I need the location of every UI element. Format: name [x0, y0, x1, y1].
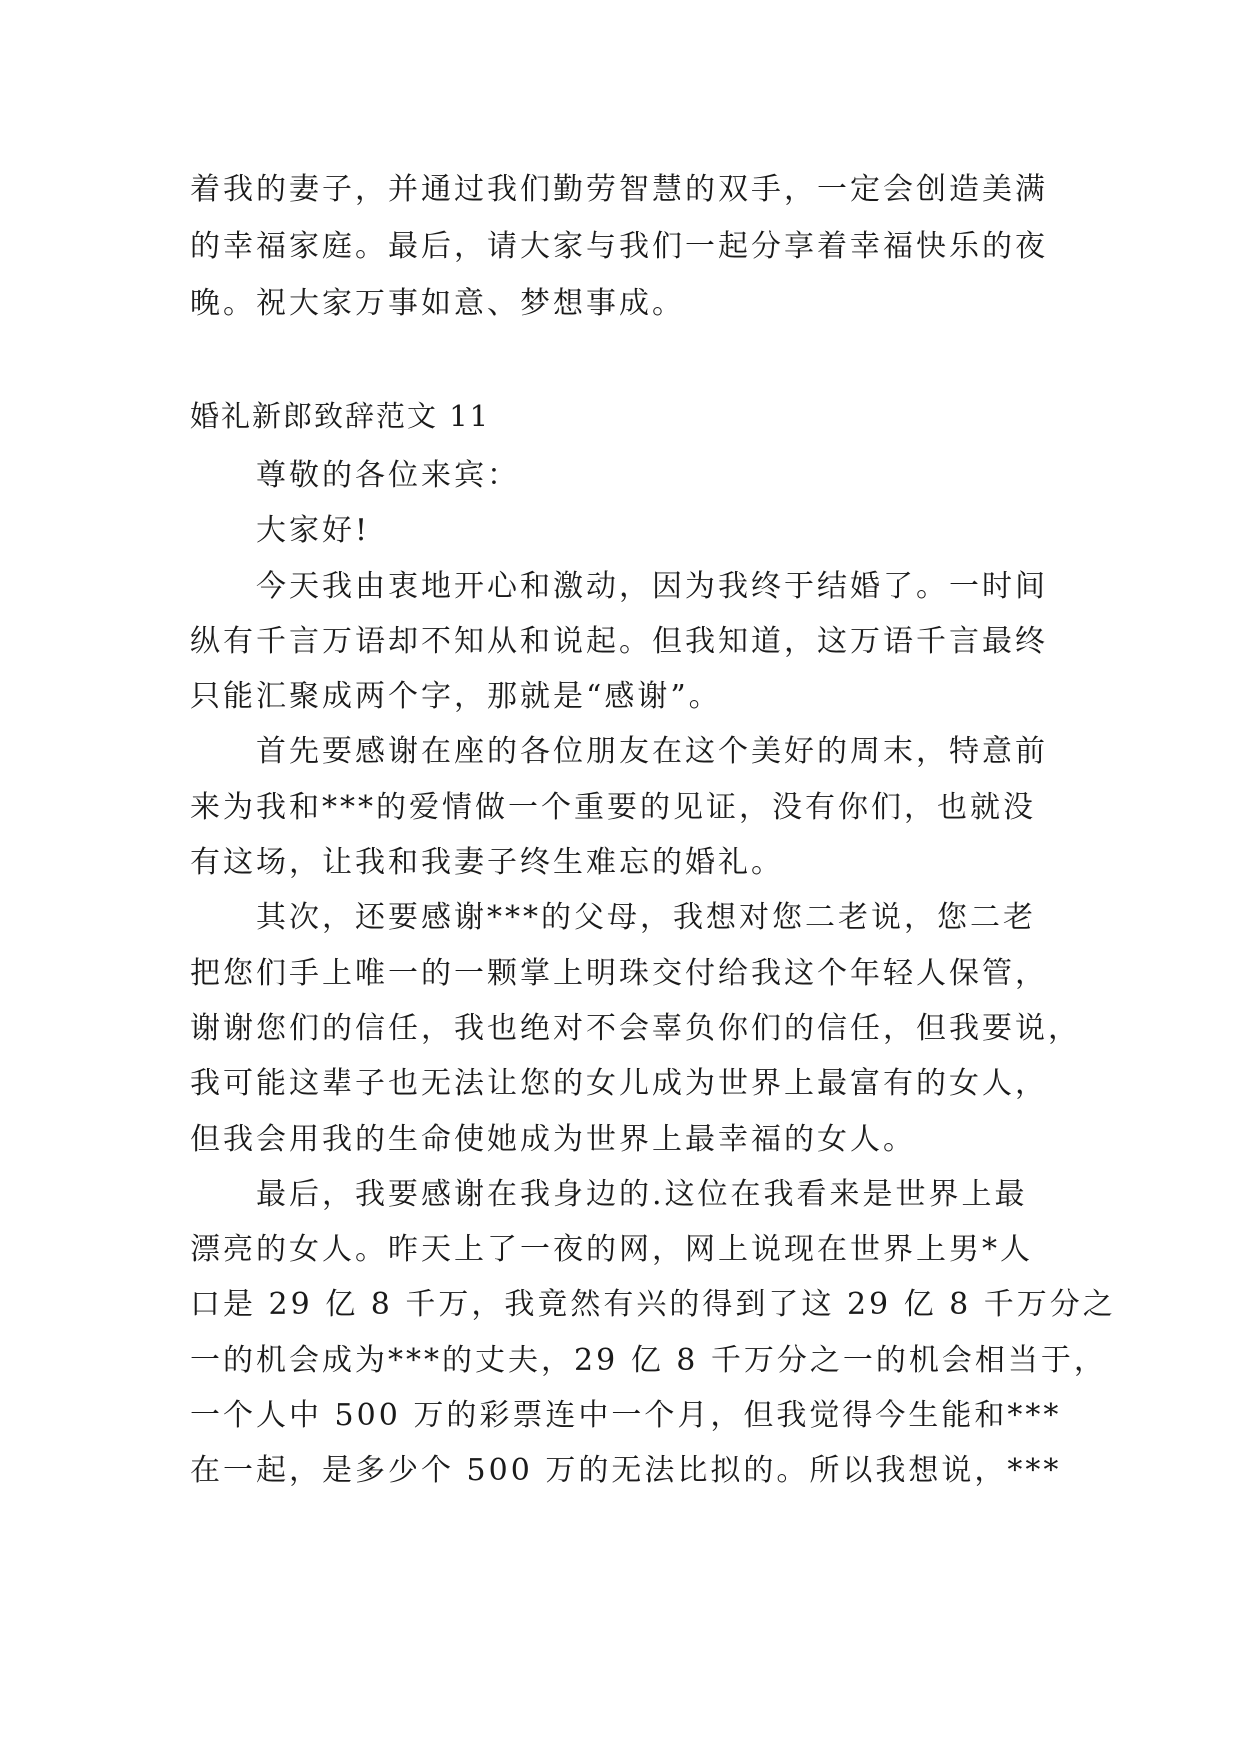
paragraph-line: 有这场，让我和我妻子终生难忘的婚礼。: [190, 845, 784, 881]
paragraph-line: 谢谢您们的信任，我也绝对不会辜负你们的信任，但我要说，: [190, 1010, 1081, 1046]
speech-body: [190, 448, 1116, 1499]
paragraph-line: 大家好!: [256, 513, 371, 549]
paragraph-line: 只能汇聚成两个字，那就是“感谢”。: [190, 679, 722, 715]
paragraph-line: 今天我由衷地开心和激动，因为我终于结婚了。一时间: [256, 568, 1048, 604]
paragraph-line: 把您们手上唯一的一颗掌上明珠交付给我这个年轻人保管，: [190, 955, 1048, 991]
paragraph-line: 漂亮的女人。昨天上了一夜的网，网上说现在世界上男*人: [190, 1232, 1033, 1268]
paragraph-line: 首先要感谢在座的各位朋友在这个美好的周末，特意前: [256, 734, 1048, 770]
paragraph-line: 纵有千言万语却不知从和说起。但我知道，这万语千言最终: [190, 623, 1048, 659]
paragraph-line: 其次，还要感谢***的父母，我想对您二老说，您二老: [256, 900, 1036, 936]
paragraph-line: 尊敬的各位来宾：: [256, 458, 520, 493]
paragraph-line: 一的机会成为***的丈夫，29 亿 8 千万分之一的机会相当于，: [190, 1342, 1107, 1378]
section-title: 婚礼新郎致辞范文 11: [190, 399, 491, 433]
paragraph-line: 一个人中 500 万的彩票连中一个月，但我觉得今生能和***: [190, 1398, 1062, 1434]
paragraph-line: 晚。祝大家万事如意、梦想事成。: [190, 286, 685, 321]
intro-paragraph: [190, 161, 1050, 332]
paragraph-line: 我可能这辈子也无法让您的女儿成为世界上最富有的女人，: [190, 1066, 1048, 1102]
paragraph-line: 口是 29 亿 8 千万，我竟然有兴的得到了这 29 亿 8 千万分之: [190, 1287, 1116, 1323]
paragraph-line: 着我的妻子，并通过我们勤劳智慧的双手，一定会创造美满: [190, 172, 1048, 207]
paragraph-line: 最后，我要感谢在我身边的.这位在我看来是世界上最: [256, 1176, 1028, 1212]
paragraph-line: 但我会用我的生命使她成为世界上最幸福的女人。: [190, 1121, 916, 1157]
paragraph-line: 的幸福家庭。最后，请大家与我们一起分享着幸福快乐的夜: [190, 229, 1048, 264]
paragraph-line: 来为我和***的爱情做一个重要的见证，没有你们，也就没: [190, 789, 1036, 825]
paragraph-line: 在一起，是多少个 500 万的无法比拟的。所以我想说，***: [190, 1453, 1062, 1489]
